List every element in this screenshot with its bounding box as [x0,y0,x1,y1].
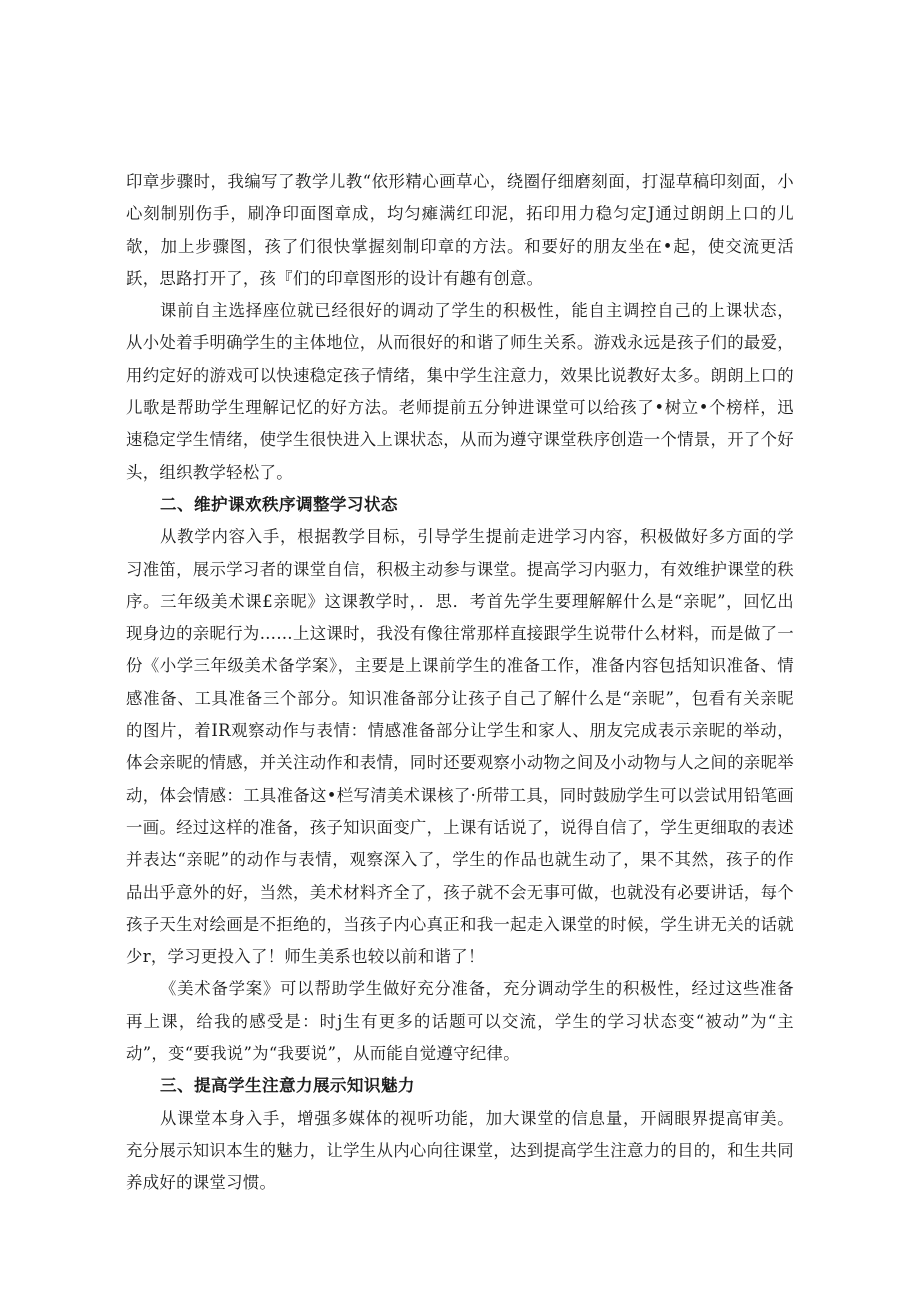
section-heading-3: 三、提高学生注意力展示知识魅力 [160,1076,415,1096]
paragraph-study-plan: 《美术备学案》可以帮助学生做好充分准备，充分调动学生的积极性，经过这些准备再上课，给我的感受是：时j生有更多的话题可以交流，学生的学习状态变“被动”为“主动”，变“要我说”为“我要说”，从而能自觉遵守纪律。 [126,979,794,1064]
paragraph-teaching-content: 从教学内容入手，根据教学目标，引导学生提前走进学习内容，积极做好多方面的学习准笛，展示学习者的课堂自信，积极主动参与课堂。提高学习内驱力，有效维护课堂的秩序。三年级美术课£亲昵》这课教学时，．思．考首先学生要理解解什么是“亲昵”，回忆出现身边的亲昵行为……上这课时，我没有像往常那样直接跟学生说带什么材料，而是做了一份《小学三年级美术备学案》，主要是上课前学生的准备工作，准备内容包括知识准备、情感准备、工具准备三个部分。知识准备部分让孩子自己了解什么是“亲昵”，包看有关亲昵的图片，着IR观察动作与表情：情感准备部分让学生和家人、朋友完成表示亲昵的举动，体会亲昵的情感，并关注动作和表情，同时还要观察小动物之间及小动物与人之间的亲昵举动，体会情感：工具准备这•栏写清美术课核了·所带工具，同时鼓励学生可以尝试用铅笔画一画。经过这样的准备，孩子知识面变广，上课有话说了，说得自信了，学生更细取的表述并表达“亲昵”的动作与表情，观察深入了，学生的作品也就生动了，果不其然，孩子的作品出乎意外的好，当然，美术材料齐全了，孩子就不会无事可做，也就没有必要讲话，每个孩子天生对绘画是不拒绝的，当孩子内心真正和我一起走入课堂的时候，学生讲无关的话就少r，学习更投入了！师生美系也较以前和谐了！ [126,527,794,967]
paragraph-seal-steps: 印章步骤时，我编写了教学儿教“依形精心画草心，绕圈仔细磨刻面，打湿草稿印刻面，小心刻制别伤手，刷净印面图章成，均匀瘫满红印泥，拓印用力稳匀定J通过朗朗上口的儿欹，加上步骤图，孩了们很快掌握刻制印章的方法。和要好的朋友坐在•起，使交流更活跃，思路打开了，孩『们的印章图形的设计有趣有创意。 [126,172,794,288]
paragraph-classroom-media: 从课堂本身入手，增强多媒体的视听功能，加大课堂的信息量，开阔眼界提高审美。充分展示知识本生的魅力，让学生从内心向往课堂，达到提高学生注意力的目的，和生共同养成好的课堂习惯。 [126,1108,794,1193]
document-page [126,166,794,1200]
paragraph-seat-selection: 课前自主选择座位就已经很好的调动了学生的积极性，能自主调控自己的上课状态，从小处着手明确学生的主体地位，从而很好的和谐了师生关系。游戏永远是孩子们的最爱，用约定好的游戏可以快速稳定孩子情绪，集中学生注意力，效果比说教好太多。朗朗上口的儿歌是帮助学生理解记忆的好方法。老师提前五分钟进课堂可以给孩了•树立•个榜样，迅速稳定学生情绪，使学生很快进入上课状态，从而为遵守课堂秩序创造一个情景，开了个好头，组织教学轻松了。 [126,301,794,482]
section-heading-2: 二、维护课欢秩序调整学习状态 [160,494,398,514]
